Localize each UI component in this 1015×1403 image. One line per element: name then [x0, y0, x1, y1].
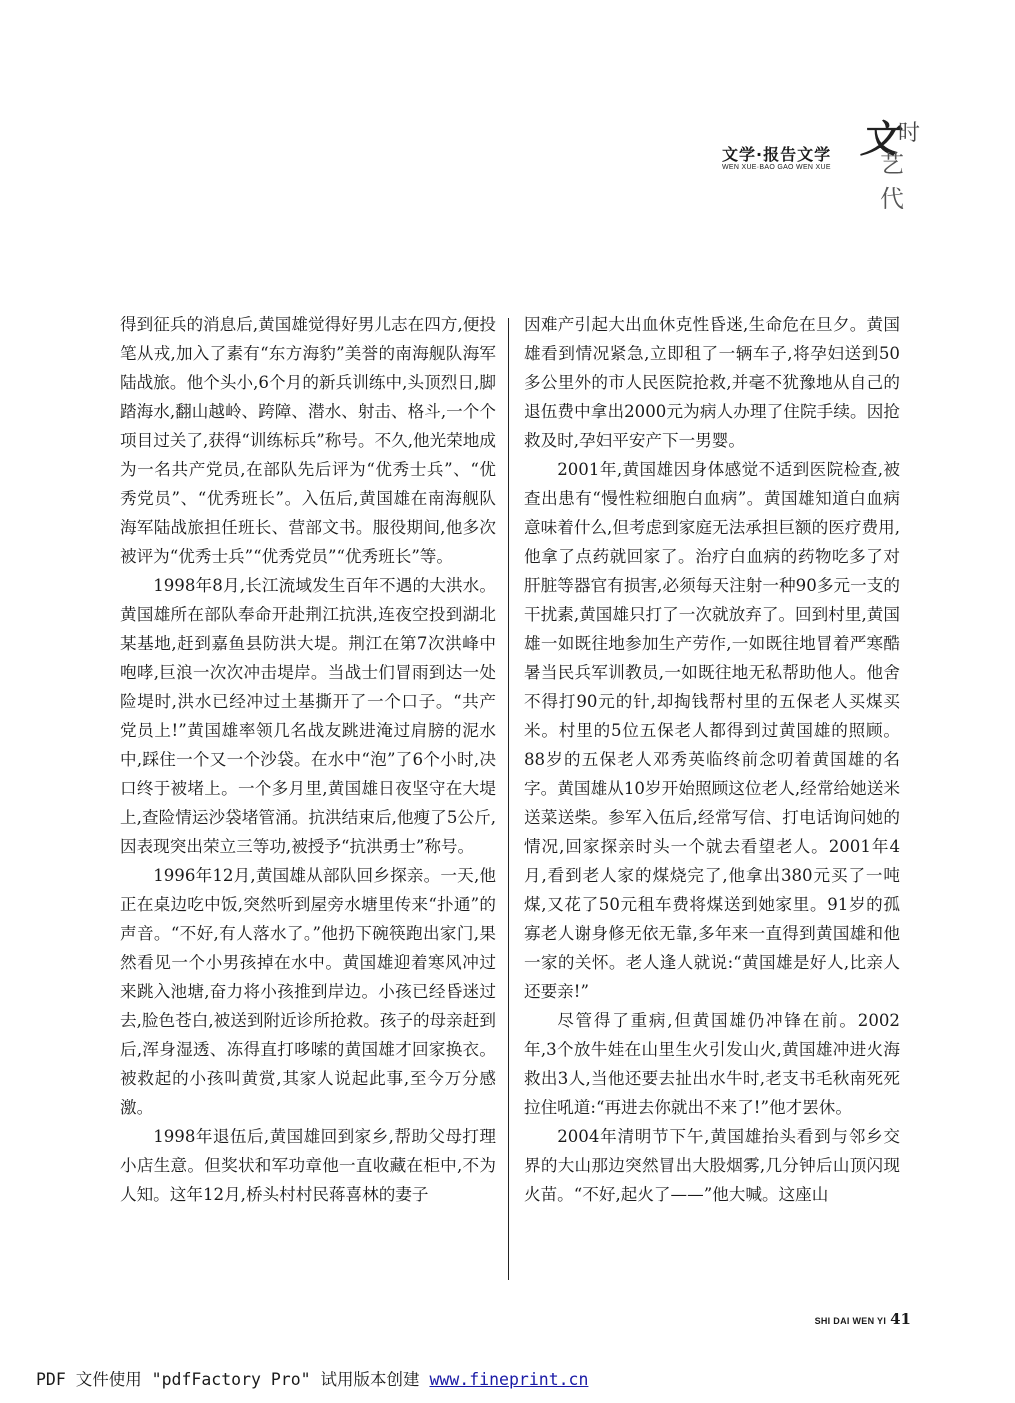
page-number: 41	[890, 1310, 911, 1328]
section-title: 文学·报告文学	[722, 145, 832, 164]
right-text-column	[524, 310, 900, 1209]
paragraph: 1998年退伍后,黄国雄回到家乡,帮助父母打理小店生意。但奖状和军功章他一直收藏在柜中,不为人知。这年12月,桥头村村民蒋喜林的妻子	[120, 1127, 496, 1204]
logo-character-wen: 文	[860, 116, 899, 161]
left-text-column	[120, 310, 496, 1209]
logo-character-shi: 时	[898, 121, 921, 146]
paragraph: 因难产引起大出血休克性昏迷,生命危在旦夕。黄国雄看到情况紧急,立即租了一辆车子,将孕妇送到50多公里外的市人民医院抢救,并毫不犹豫地从自己的退伍费中拿出2000元为病人办理了住院手续。因抢救及时,孕妇平安产下一男婴。	[524, 315, 900, 450]
section-pinyin: WEN XUE·BAO GAO WEN XUE	[722, 164, 831, 171]
paragraph: 2001年,黄国雄因身体感觉不适到医院检查,被查出患有“慢性粒细胞白血病”。黄国雄知道白血病意味着什么,但考虑到家庭无法承担巨额的医疗费用,他拿了点药就回家了。治疗白血病的药物吃多了对肝脏等器官有损害,必须每天注射一种90多元一支的干扰素,黄国雄只打了一次就放弃了。回到村里,黄国雄一如既往地参加生产劳作,一如既往地冒着严寒酷暑当民兵军训教员,一如既往地无私帮助他人。他舍不得打90元的针,却掏钱帮村里的五保老人买煤买米。村里的5位五保老人都得到过黄国雄的照顾。88岁的五保老人邓秀英临终前念叨着黄国雄的名字。黄国雄从10岁开始照顾这位老人,经常给她送米送菜送柴。参军入伍后,经常写信、打电话询问她的情况,回家探亲时头一个就去看望老人。2001年4月,看到老人家的煤烧完了,他拿出380元买了一吨煤,又花了50元租车费将煤送到她家里。91岁的孤寡老人谢身修无依无靠,多年来一直得到黄国雄和他一家的关怀。老人逢人就说:“黄国雄是好人,比亲人还要亲!”	[524, 460, 900, 1001]
logo-character-yidai: 艺代	[880, 150, 904, 213]
paragraph: 尽管得了重病,但黄国雄仍冲锋在前。2002年,3个放牛娃在山里生火引发山火,黄国雄冲进火海救出3人,当他还要去扯出水牛时,老支书毛秋南死死拉住吼道:“再进去你就出不来了!”他才罢休。	[524, 1011, 900, 1117]
paragraph: 2004年清明节下午,黄国雄抬头看到与邻乡交界的大山那边突然冒出大股烟雾,几分钟后山顶闪现火苗。“不好,起火了——”他大喊。这座山	[524, 1127, 900, 1204]
watermark-link[interactable]: www.fineprint.cn	[429, 1370, 589, 1389]
pdf-watermark	[36, 1366, 588, 1390]
paragraph: 得到征兵的消息后,黄国雄觉得好男儿志在四方,便投笔从戎,加入了素有“东方海豹”美誉的南海舰队海军陆战旅。他个头小,6个月的新兵训练中,头顶烈日,脚踏海水,翻山越岭、跨障、潜水、射击、格斗,一个个项目过关了,获得“训练标兵”称号。不久,他光荣地成为一名共产党员,在部队先后评为“优秀士兵”、“优秀党员”、“优秀班长”。入伍后,黄国雄在南海舰队海军陆战旅担任班长、营部文书。服役期间,他多次被评为“优秀士兵”“优秀党员”“优秀班长”等。	[120, 315, 496, 566]
paragraph: 1996年12月,黄国雄从部队回乡探亲。一天,他正在桌边吃中饭,突然听到屋旁水塘里传来“扑通”的声音。“不好,有人落水了。”他扔下碗筷跑出家门,果然看见一个小男孩掉在水中。黄国雄迎着寒风冲过来跳入池塘,奋力将小孩推到岸边。小孩已经昏迷过去,脸色苍白,被送到附近诊所抢救。孩子的母亲赶到后,浑身湿透、冻得直打哆嗦的黄国雄才回家换衣。被救起的小孩叫黄赏,其家人说起此事,至今万分感激。	[120, 866, 496, 1117]
magazine-logo	[860, 112, 926, 213]
watermark-text: PDF 文件使用 "pdfFactory Pro" 试用版本创建	[36, 1370, 430, 1389]
column-divider	[508, 318, 509, 1280]
journal-name: SHI DAI WEN YI	[814, 1316, 887, 1326]
section-header	[710, 112, 930, 213]
paragraph: 1998年8月,长江流域发生百年不遇的大洪水。黄国雄所在部队奉命开赴荆江抗洪,连夜空投到湖北某基地,赶到嘉鱼县防洪大堤。荆江在第7次洪峰中咆哮,巨浪一次次冲击堤岸。当战士们冒雨到达一处险堤时,洪水已经冲过土基撕开了一个口子。“共产党员上!”黄国雄率领几名战友跳进淹过肩膀的泥水中,踩住一个又一个沙袋。在水中“泡”了6个小时,决口终于被堵上。一个多月里,黄国雄日夜坚守在大堤上,查险情运沙袋堵管涌。抗洪结束后,他瘦了5公斤,因表现突出荣立三等功,被授予“抗洪勇士”称号。	[120, 576, 496, 856]
page-footer	[815, 1310, 911, 1328]
